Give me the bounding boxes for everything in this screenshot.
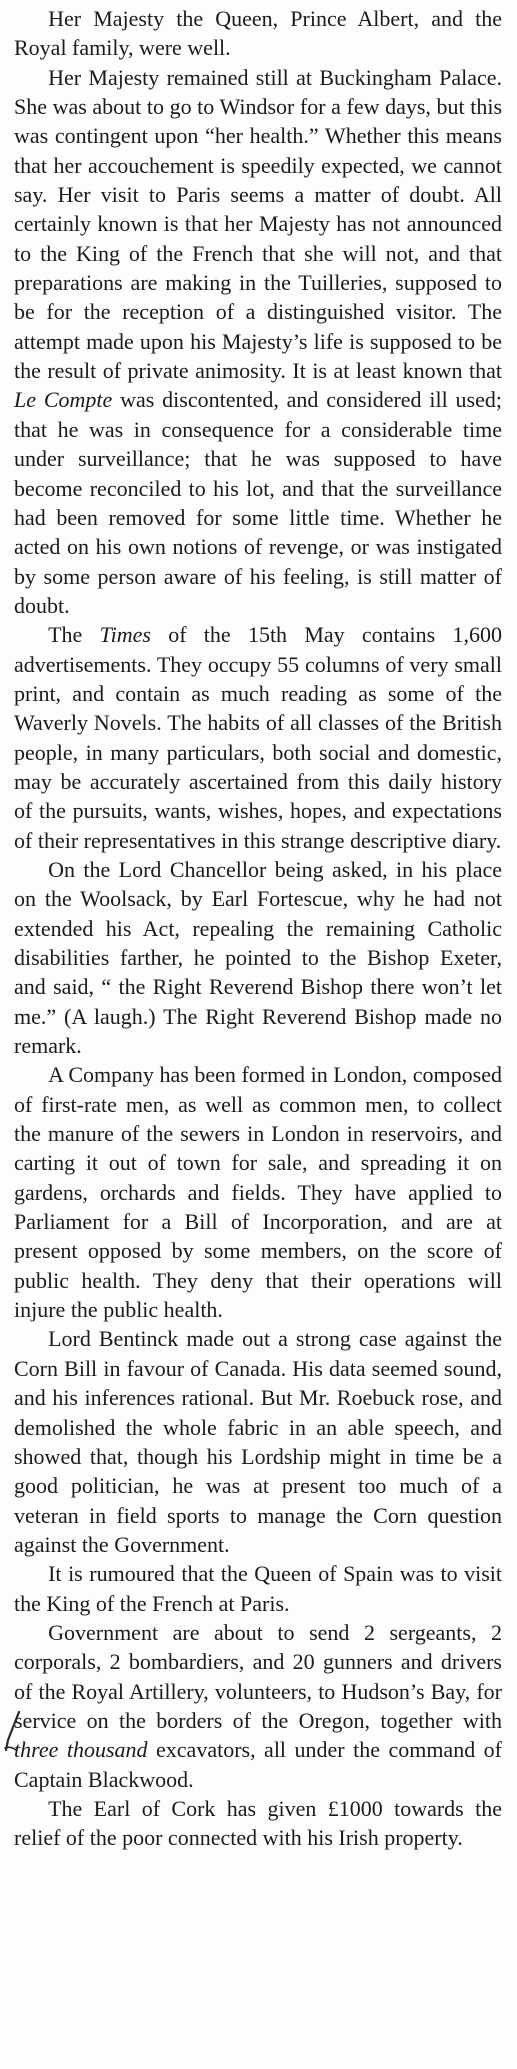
paragraph-text: Her Majesty remained still at Buckingham Palace. She was about to go to Windsor for a few days, but this was contingent upon “her health.” Whether this means that her accouchement is speedily expected, we cannot say. Her visit to Paris seems a matter of doubt. All certainly known is that her Majesty has not announced to the King of the French that she will not, and that preparations are making in the Tuilleries, supposed to be for the reception of a distinguished visitor. The attempt made upon his Majesty’s life is supposed to be the result of private animosity. It is at least known that (14, 64, 502, 384)
italic-text: Le Compte (14, 387, 113, 413)
paragraph-p1 (14, 4, 502, 63)
paragraph-p4 (14, 855, 502, 1060)
italic-text: Times (99, 622, 151, 648)
paragraph-p5 (14, 1060, 502, 1324)
paragraph-text: was discontented, and considered ill used; that he was in consequence for a considerable time under surveillance; that he was supposed to have become reconciled to his lot, and that the surveillance had been removed for some little time. Whether he acted on his own notions of revenge, or was instigated by some person aware of his feeling, is still matter of doubt. (14, 387, 502, 618)
article-column (14, 4, 502, 1853)
paragraph-text: Lord Bentinck made out a strong case against the Corn Bill in favour of Canada. His data seemed sound, and his inferences rational. But Mr. Roebuck rose, and demolished the whole fabric in an able speech, and showed that, though his Lordship might in time be a good politician, he was at present too much of a veteran in field sports to manage the Corn question against the Government. (14, 1326, 502, 1557)
paragraph-text: The (48, 622, 100, 648)
paragraph-text: It is rumoured that the Queen of Spain was to visit the King of the French at Paris. (14, 1561, 502, 1616)
paragraph-text: On the Lord Chancellor being asked, in his place on the Woolsack, by Earl Fortescue, why he had not extended his Act, repealing the remaining Catholic disabilities farther, he pointed to the Bishop Exeter, and said, “ the Right Reverend Bishop there won’t let me.” (A laugh.) The Right Reverend Bishop made no remark. (14, 856, 502, 1059)
paragraph-p9 (14, 1794, 502, 1853)
paragraph-text: Her Majesty the Queen, Prince Albert, and the Royal family, were well. (14, 6, 502, 61)
italic-text: three thousand (14, 1737, 148, 1763)
paragraph-text: The Earl of Cork has given £1000 towards the relief of the poor connected with his Irish property. (14, 1795, 502, 1851)
paragraph-text: excavators, all under the command of Captain Blackwood. (14, 1737, 502, 1792)
paragraph-p8 (14, 1618, 502, 1794)
paragraph-text: of the 15th May contains 1,600 advertisements. They occupy 55 columns of very small print, and contain as much reading as some of the Waverly Novels. The habits of all classes of the British people, in many particulars, both social and domestic, may be accurately ascertained from this daily history of the pursuits, wants, wishes, hopes, and expectations of their representatives in this strange descriptive diary. (14, 622, 503, 853)
paragraph-p3 (14, 620, 502, 855)
paragraph-p6 (14, 1324, 502, 1559)
paragraph-text: Government are about to send 2 sergeants, 2 corporals, 2 bombardiers, and 20 gunners and drivers of the Royal Artillery, volunteers, to Hudson’s Bay, for service on the borders of the Oregon, together with (14, 1619, 502, 1733)
paragraph-text: A Company has been formed in London, composed of first-rate men, as well as common men, to collect the manure of the sewers in London in reservoirs, and carting it out of town for sale, and spreading it on gardens, orchards and fields. They have applied to Parliament for a Bill of Incorporation, and are at present opposed by some members, on the score of public health. They deny that their operations will injure the public health. (14, 1062, 502, 1323)
paragraph-p7 (14, 1559, 502, 1618)
paragraph-p2 (14, 63, 502, 621)
